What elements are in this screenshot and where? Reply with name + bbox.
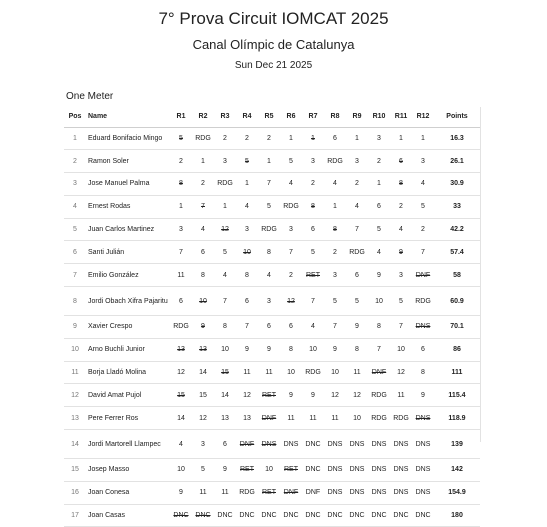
race-score: 1 (170, 195, 192, 218)
race-score: 2 (368, 150, 390, 173)
race-score: 6 (302, 218, 324, 241)
race-score: 10 (236, 241, 258, 264)
race-score: 11 (280, 407, 302, 430)
race-score: DNC (302, 459, 324, 482)
row-sailor-name: Ernest Rodas (86, 195, 170, 218)
row-points: 111 (434, 361, 480, 384)
race-score: 5 (368, 218, 390, 241)
row-points: 60.9 (434, 287, 480, 316)
table-row (64, 384, 480, 407)
race-score: 7 (258, 173, 280, 196)
row-sailor-name: Arno Buchli Junior (86, 338, 170, 361)
race-score: DNS (412, 316, 434, 339)
race-score: DNF (258, 407, 280, 430)
race-score: 7 (170, 241, 192, 264)
column-header-r10: R10 (368, 107, 390, 127)
race-score: DNC (412, 504, 434, 527)
race-score: 3 (192, 430, 214, 459)
race-score: RDG (170, 316, 192, 339)
race-score: DNF (302, 481, 324, 504)
table-row (64, 430, 480, 459)
race-score: 4 (258, 264, 280, 287)
race-score: 9 (368, 264, 390, 287)
race-score: RDG (192, 127, 214, 150)
race-score: DNC (170, 504, 192, 527)
race-score: 7 (324, 316, 346, 339)
race-score: 14 (170, 407, 192, 430)
race-score: 10 (214, 338, 236, 361)
race-score: 6 (412, 338, 434, 361)
race-score: 3 (368, 127, 390, 150)
table-row (64, 195, 480, 218)
race-score: 6 (192, 241, 214, 264)
row-points: 180 (434, 504, 480, 527)
column-header-name: Name (86, 107, 170, 127)
race-score: 5 (280, 150, 302, 173)
row-points: 86 (434, 338, 480, 361)
race-score: 7 (236, 316, 258, 339)
race-score: 9 (192, 316, 214, 339)
race-score: 5 (302, 241, 324, 264)
race-score: DNC (368, 504, 390, 527)
race-score: 4 (236, 195, 258, 218)
race-score: 2 (192, 173, 214, 196)
race-score: RDG (412, 287, 434, 316)
race-score: 11 (170, 264, 192, 287)
race-score: DNS (390, 459, 412, 482)
race-score: 8 (170, 173, 192, 196)
row-sailor-name: Josep Masso (86, 459, 170, 482)
race-score: 8 (214, 316, 236, 339)
race-score: 6 (280, 316, 302, 339)
event-date: Sun Dec 21 2025 (234, 60, 313, 71)
table-row (64, 338, 480, 361)
race-score: 3 (324, 264, 346, 287)
race-score: 10 (346, 407, 368, 430)
race-score: RDG (302, 361, 324, 384)
column-header-r2: R2 (192, 107, 214, 127)
row-sailor-name: Eduard Bonifacio Mingo (86, 127, 170, 150)
table-header-row (64, 107, 480, 127)
race-score: 3 (412, 150, 434, 173)
row-sailor-name: Santi Julián (86, 241, 170, 264)
race-score: 9 (390, 241, 412, 264)
race-score: RDG (280, 195, 302, 218)
race-score: DNS (368, 430, 390, 459)
row-position: 6 (64, 241, 86, 264)
race-score: 2 (236, 127, 258, 150)
row-points: 57.4 (434, 241, 480, 264)
race-score: 12 (170, 361, 192, 384)
results-body (64, 127, 480, 527)
row-sailor-name: David Amat Pujol (86, 384, 170, 407)
row-position: 17 (64, 504, 86, 527)
race-score: DNS (412, 481, 434, 504)
row-position: 12 (64, 384, 86, 407)
race-score: 8 (302, 195, 324, 218)
race-score: 3 (346, 150, 368, 173)
race-score: 9 (236, 338, 258, 361)
race-score: 9 (258, 338, 280, 361)
row-sailor-name: Joan Conesa (86, 481, 170, 504)
race-score: 6 (368, 195, 390, 218)
row-points: 30.9 (434, 173, 480, 196)
race-score: 8 (280, 338, 302, 361)
race-score: 10 (258, 459, 280, 482)
race-score: RET (302, 264, 324, 287)
table-row (64, 173, 480, 196)
race-score: 9 (280, 384, 302, 407)
race-score: RDG (368, 384, 390, 407)
race-score: 7 (368, 338, 390, 361)
race-score: 12 (192, 407, 214, 430)
row-sailor-name: Borja Lladó Molina (86, 361, 170, 384)
race-score: 6 (170, 287, 192, 316)
row-points: 16.3 (434, 127, 480, 150)
race-score: DNF (412, 264, 434, 287)
race-score: 11 (214, 481, 236, 504)
results-table (64, 107, 480, 527)
race-score: 1 (412, 127, 434, 150)
race-score: 5 (236, 150, 258, 173)
race-score: 10 (324, 361, 346, 384)
row-position: 5 (64, 218, 86, 241)
row-sailor-name: Xavier Crespo (86, 316, 170, 339)
race-score: 8 (192, 264, 214, 287)
race-score: 1 (258, 150, 280, 173)
race-score: 11 (236, 361, 258, 384)
race-score: 4 (280, 173, 302, 196)
page-title: 7° Prova Circuit IOMCAT 2025 (158, 9, 389, 28)
race-score: 8 (412, 361, 434, 384)
race-score: 3 (258, 287, 280, 316)
race-score: 15 (214, 361, 236, 384)
race-score: 11 (346, 361, 368, 384)
table-row (64, 287, 480, 316)
column-header-r3: R3 (214, 107, 236, 127)
race-score: 2 (346, 173, 368, 196)
race-score: 10 (192, 287, 214, 316)
race-score: 9 (170, 481, 192, 504)
race-score: 10 (280, 361, 302, 384)
column-header-r9: R9 (346, 107, 368, 127)
race-score: 1 (390, 127, 412, 150)
race-score: 11 (302, 407, 324, 430)
column-header-r7: R7 (302, 107, 324, 127)
row-points: 26.1 (434, 150, 480, 173)
row-position: 16 (64, 481, 86, 504)
race-score: DNC (390, 504, 412, 527)
column-header-r6: R6 (280, 107, 302, 127)
race-score: 8 (236, 264, 258, 287)
race-score: RDG (236, 481, 258, 504)
race-score: 3 (280, 218, 302, 241)
race-score: DNS (412, 430, 434, 459)
table-row (64, 218, 480, 241)
race-score: DNF (280, 481, 302, 504)
race-score: 7 (346, 218, 368, 241)
table-row (64, 150, 480, 173)
column-header-r4: R4 (236, 107, 258, 127)
race-score: DNS (346, 481, 368, 504)
race-score: 3 (302, 150, 324, 173)
column-header-points: Points (434, 107, 480, 127)
race-score: RET (280, 459, 302, 482)
race-score: 7 (390, 316, 412, 339)
race-score: DNC (214, 504, 236, 527)
column-header-r12: R12 (412, 107, 434, 127)
race-score: 5 (390, 287, 412, 316)
race-score: 3 (170, 218, 192, 241)
race-score: 1 (302, 127, 324, 150)
race-score: DNS (368, 459, 390, 482)
row-points: 70.1 (434, 316, 480, 339)
race-score: 1 (236, 173, 258, 196)
venue-name: Canal Olímpic de Catalunya (192, 37, 355, 52)
race-score: 12 (214, 218, 236, 241)
race-score: 14 (214, 384, 236, 407)
row-sailor-name: Juan Carlos Martinez (86, 218, 170, 241)
race-score: 9 (412, 384, 434, 407)
row-sailor-name: Jose Manuel Palma (86, 173, 170, 196)
race-score: DNC (346, 504, 368, 527)
column-header-pos: Pos (64, 107, 86, 127)
table-row (64, 127, 480, 150)
race-score: DNC (280, 504, 302, 527)
race-score: DNS (324, 430, 346, 459)
race-score: 4 (214, 264, 236, 287)
race-score: 6 (346, 264, 368, 287)
race-score: DNC (324, 504, 346, 527)
race-score: 14 (192, 361, 214, 384)
race-score: 4 (346, 195, 368, 218)
race-score: DNS (390, 481, 412, 504)
race-score: DNC (236, 504, 258, 527)
race-score: 8 (390, 173, 412, 196)
race-score: 13 (192, 338, 214, 361)
row-sailor-name: Emilio González (86, 264, 170, 287)
race-score: 5 (214, 241, 236, 264)
race-score: 11 (258, 361, 280, 384)
race-score: 15 (170, 384, 192, 407)
race-score: 8 (324, 218, 346, 241)
row-position: 1 (64, 127, 86, 150)
race-score: 9 (324, 338, 346, 361)
race-score: 10 (390, 338, 412, 361)
race-score: 12 (324, 384, 346, 407)
race-score: 4 (192, 218, 214, 241)
race-score: 13 (170, 338, 192, 361)
race-score: 9 (346, 316, 368, 339)
row-position: 8 (64, 287, 86, 316)
race-score: 4 (302, 316, 324, 339)
table-row (64, 407, 480, 430)
row-position: 4 (64, 195, 86, 218)
race-score: 5 (412, 195, 434, 218)
row-position: 11 (64, 361, 86, 384)
race-score: DNC (302, 504, 324, 527)
row-position: 7 (64, 264, 86, 287)
race-score: DNS (258, 430, 280, 459)
row-sailor-name: Jordi Obach Xifra Pajaritu (86, 287, 170, 316)
race-score: DNF (368, 361, 390, 384)
race-score: DNS (280, 430, 302, 459)
row-sailor-name: Jordi Martorell Llampec (86, 430, 170, 459)
race-score: DNS (412, 459, 434, 482)
row-position: 3 (64, 173, 86, 196)
race-score: RET (258, 481, 280, 504)
race-score: 12 (346, 384, 368, 407)
race-score: 7 (412, 241, 434, 264)
race-score: 9 (302, 384, 324, 407)
race-score: 2 (170, 150, 192, 173)
race-score: DNS (324, 459, 346, 482)
column-header-r5: R5 (258, 107, 280, 127)
race-score: RDG (368, 407, 390, 430)
row-position: 13 (64, 407, 86, 430)
race-score: 8 (346, 338, 368, 361)
race-score: DNF (236, 430, 258, 459)
race-score: 1 (280, 127, 302, 150)
column-header-r11: R11 (390, 107, 412, 127)
race-score: 4 (170, 430, 192, 459)
race-score: 7 (302, 287, 324, 316)
table-row (64, 459, 480, 482)
race-score: 7 (214, 287, 236, 316)
race-score: 11 (324, 407, 346, 430)
race-score: 1 (324, 195, 346, 218)
race-score: DNS (346, 459, 368, 482)
race-score: DNS (368, 481, 390, 504)
race-score: RET (258, 384, 280, 407)
row-sailor-name: Ramon Soler (86, 150, 170, 173)
row-points: 33 (434, 195, 480, 218)
race-score: 2 (280, 264, 302, 287)
table-row (64, 504, 480, 527)
race-score: 13 (236, 407, 258, 430)
race-score: 1 (192, 150, 214, 173)
race-score: DNC (302, 430, 324, 459)
race-score: RDG (346, 241, 368, 264)
race-score: 10 (170, 459, 192, 482)
row-points: 118.9 (434, 407, 480, 430)
row-position: 10 (64, 338, 86, 361)
row-sailor-name: Pere Ferrer Ros (86, 407, 170, 430)
table-right-border (480, 107, 481, 442)
race-score: 4 (390, 218, 412, 241)
race-score: 2 (390, 195, 412, 218)
race-score: 6 (258, 316, 280, 339)
race-score: 1 (346, 127, 368, 150)
race-score: 7 (280, 241, 302, 264)
row-position: 14 (64, 430, 86, 459)
race-score: 6 (390, 150, 412, 173)
race-score: 10 (302, 338, 324, 361)
race-score: 2 (324, 241, 346, 264)
race-score: 12 (280, 287, 302, 316)
race-score: 5 (324, 287, 346, 316)
row-position: 9 (64, 316, 86, 339)
race-score: 6 (236, 287, 258, 316)
race-score: 2 (412, 218, 434, 241)
row-position: 2 (64, 150, 86, 173)
row-points: 42.2 (434, 218, 480, 241)
table-row (64, 361, 480, 384)
race-score: DNC (258, 504, 280, 527)
race-score: DNC (192, 504, 214, 527)
table-row (64, 481, 480, 504)
race-score: 3 (214, 150, 236, 173)
race-score: 12 (236, 384, 258, 407)
race-score: 15 (192, 384, 214, 407)
race-score: 5 (346, 287, 368, 316)
race-score: 8 (258, 241, 280, 264)
race-score: 11 (390, 384, 412, 407)
table-row (64, 316, 480, 339)
race-score: 10 (368, 287, 390, 316)
race-score: DNS (346, 430, 368, 459)
race-score: 1 (368, 173, 390, 196)
race-score: 9 (214, 459, 236, 482)
race-score: 3 (236, 218, 258, 241)
race-score: RDG (214, 173, 236, 196)
race-score: 13 (214, 407, 236, 430)
race-score: RDG (324, 150, 346, 173)
race-score: 4 (412, 173, 434, 196)
race-score: DNS (324, 481, 346, 504)
race-score: 2 (258, 127, 280, 150)
row-points: 139 (434, 430, 480, 459)
race-score: 4 (368, 241, 390, 264)
race-score: 12 (390, 361, 412, 384)
race-score: 7 (192, 195, 214, 218)
row-points: 58 (434, 264, 480, 287)
race-score: 8 (368, 316, 390, 339)
race-score: 6 (324, 127, 346, 150)
race-score: 6 (214, 430, 236, 459)
race-score: 11 (192, 481, 214, 504)
race-score: 3 (390, 264, 412, 287)
race-score: 2 (214, 127, 236, 150)
row-position: 15 (64, 459, 86, 482)
race-score: 2 (302, 173, 324, 196)
race-score: 5 (192, 459, 214, 482)
row-points: 154.9 (434, 481, 480, 504)
row-points: 115.4 (434, 384, 480, 407)
race-score: 1 (214, 195, 236, 218)
fleet-title: One Meter (66, 91, 114, 102)
row-points: 142 (434, 459, 480, 482)
row-sailor-name: Joan Casas (86, 504, 170, 527)
race-score: 5 (258, 195, 280, 218)
race-score: RDG (258, 218, 280, 241)
table-row (64, 264, 480, 287)
race-score: RET (236, 459, 258, 482)
race-score: RDG (390, 407, 412, 430)
race-score: DNS (390, 430, 412, 459)
race-score: DNS (412, 407, 434, 430)
column-header-r8: R8 (324, 107, 346, 127)
column-header-r1: R1 (170, 107, 192, 127)
table-row (64, 241, 480, 264)
race-score: 5 (170, 127, 192, 150)
race-score: 4 (324, 173, 346, 196)
